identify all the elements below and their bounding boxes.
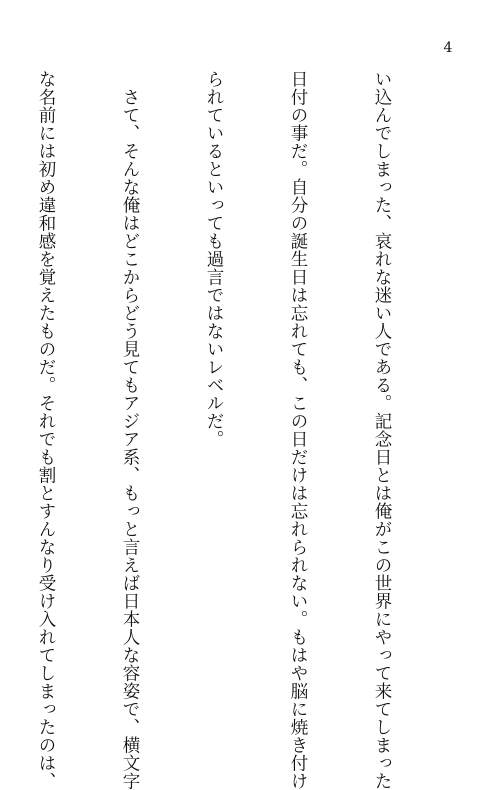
text-line: な名前には初め違和感を覚えたものだ。それでも割とすんなり受け入れてしまったのは、 bbox=[36, 70, 56, 790]
text-line: 日付の事だ。自分の誕生日は忘れても、この日だけは忘れられない。もはや脳に焼き付け bbox=[288, 70, 308, 790]
text-line: られているといっても過言ではないレベルだ。 bbox=[204, 70, 224, 448]
text-line: い込んでしまった、哀れな迷い人である。記念日とは俺がこの世界にやって来てしまった bbox=[372, 70, 392, 790]
page-number: 4 bbox=[443, 40, 453, 56]
text-line: さて、そんな俺はどこからどう見てもアジア系、もっと言えば日本人な容姿で、横文字 bbox=[120, 87, 140, 790]
vertical-text-body bbox=[36, 70, 452, 790]
